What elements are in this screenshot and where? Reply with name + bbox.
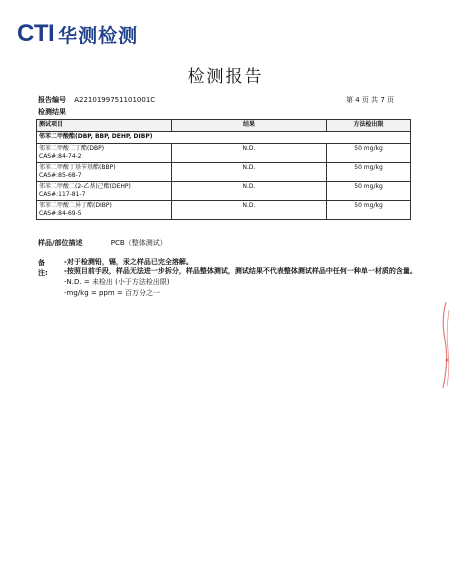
limit-cell: 50 mg/kg — [327, 182, 411, 201]
test-item-cas: CAS#:117-81-7 — [39, 191, 86, 198]
test-item-cas: CAS#:84-69-5 — [39, 210, 82, 217]
results-table — [36, 119, 411, 220]
header-result: 结果 — [172, 120, 327, 132]
result-cell: N.D. — [172, 201, 327, 220]
table-row — [37, 201, 411, 220]
group-label: 邻苯二甲酸酯(DBP, BBP, DEHP, DIBP) — [37, 132, 411, 144]
test-item-cas: CAS#:84-74-2 — [39, 153, 82, 160]
company-logo — [17, 20, 138, 48]
header-test-item: 测试项目 — [37, 120, 172, 132]
test-item-name: 邻苯二甲酸二异丁酯(DIBP) — [39, 202, 112, 209]
table-row — [37, 144, 411, 163]
test-item-cas: CAS#:85-68-7 — [39, 172, 82, 179]
report-number — [38, 95, 155, 105]
table-header-row — [37, 120, 411, 132]
sample-value: PCB（整体测试） — [110, 239, 167, 247]
limit-cell: 50 mg/kg — [327, 201, 411, 220]
report-number-label: 报告编号 — [38, 96, 66, 104]
limit-cell: 50 mg/kg — [327, 163, 411, 182]
test-item-name: 邻苯二甲酸丁基苄基酯(BBP) — [39, 164, 116, 171]
result-cell: N.D. — [172, 182, 327, 201]
remarks-list — [64, 258, 424, 300]
remark-item: -对于检测铅，镉，汞之样品已完全溶解。 — [64, 258, 193, 266]
limit-cell: 50 mg/kg — [327, 144, 411, 163]
report-number-value: A2210199751101001C — [74, 96, 156, 104]
results-heading: 检测结果 — [38, 108, 66, 116]
test-item-name: 邻苯二甲酸二(2-乙基)己酯(DEHP) — [39, 183, 131, 190]
seal-stamp-icon — [437, 300, 451, 390]
remark-item: -按照目前手段，样品无法进一步拆分，样品整体测试，测试结果不代表整体测试样品中任何一种单一材质的含量。 — [64, 267, 417, 275]
page-number: 第 4 页 共 7 页 — [346, 96, 395, 104]
remark-item: -N.D. = 未检出 (小于方法检出限) — [64, 278, 170, 286]
header-limit: 方法检出限 — [327, 120, 411, 132]
test-item-cell — [37, 182, 172, 201]
remarks-label: 备注: — [38, 259, 48, 277]
result-cell: N.D. — [172, 163, 327, 182]
test-item-name: 邻苯二甲酸二丁酯(DBP) — [39, 145, 105, 152]
table-row — [37, 163, 411, 182]
test-item-cell — [37, 163, 172, 182]
test-item-cell — [37, 144, 172, 163]
logo-brand: CTI — [17, 20, 55, 47]
table-row — [37, 182, 411, 201]
remark-item: -mg/kg = ppm = 百万分之一 — [64, 289, 160, 297]
test-item-cell — [37, 201, 172, 220]
sample-description — [38, 238, 167, 248]
result-cell: N.D. — [172, 144, 327, 163]
table-group-row — [37, 132, 411, 144]
report-title: 检测报告 — [187, 67, 264, 87]
sample-label: 样品/部位描述 — [38, 239, 83, 247]
logo-cn-name: 华测检测 — [58, 24, 139, 47]
